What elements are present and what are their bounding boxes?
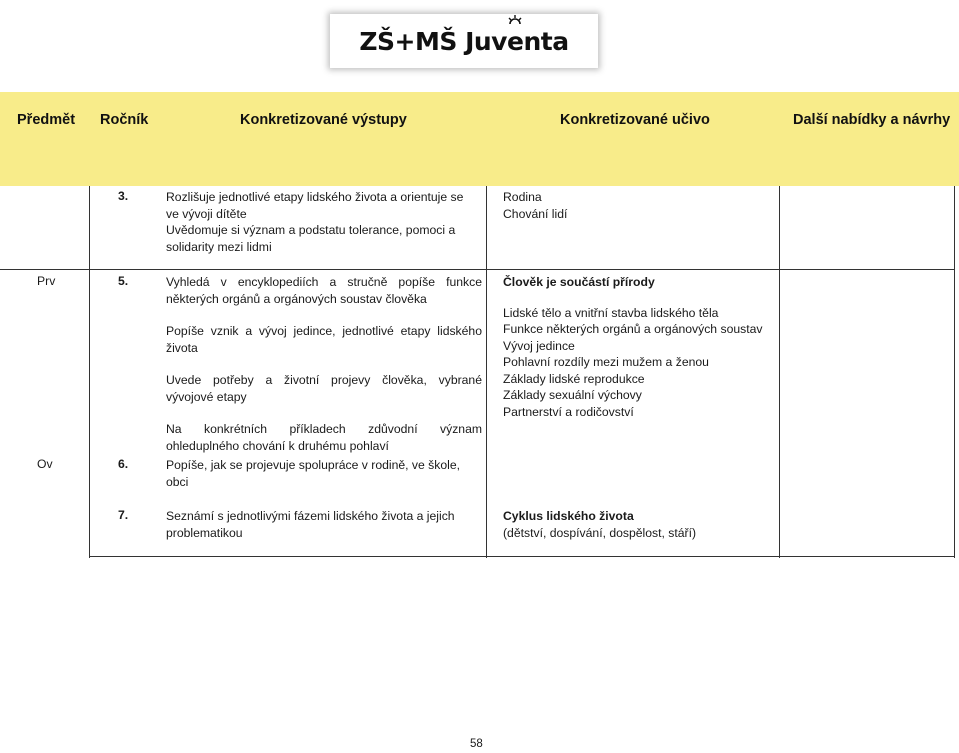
topic-heading: Člověk je součástí přírody (503, 275, 655, 289)
topic-line: Partnerství a rodičovství (503, 404, 634, 419)
output-line: Uvědomuje si význam a podstatu tolerance, pomoci a (166, 223, 456, 237)
grade-number: 6. (118, 457, 129, 471)
header-outputs: Konkretizované výstupy (240, 112, 407, 128)
logo-wordmark (359, 27, 568, 56)
table-border (89, 186, 90, 558)
subject-label: Prv (37, 274, 56, 288)
output-paragraph: Na konkrétních příkladech zdůvodní význam ohleduplného chování k druhému pohlaví (166, 422, 482, 453)
topic-line: Rodina (503, 190, 542, 204)
outputs-cell (166, 274, 482, 454)
curriculum-cell (503, 189, 775, 222)
output-line: solidarity mezi lidmi (166, 239, 272, 254)
table-border (486, 186, 487, 558)
output-line: Rozlišuje jednotlivé etapy lidského života a orientuje se (166, 190, 464, 204)
topic-line: Vývoj jedince (503, 338, 575, 353)
table-border (779, 186, 780, 558)
table-header-band (0, 92, 959, 186)
header-other-offers: Další nabídky a návrhy (793, 112, 951, 128)
header-grade: Ročník (100, 112, 149, 128)
grade-number: 3. (118, 189, 129, 203)
logo-sun-letter: e (507, 27, 523, 56)
school-logo (330, 14, 598, 68)
topic-heading: Cyklus lidského života (503, 509, 634, 523)
outputs-cell (166, 457, 482, 490)
outputs-cell (166, 189, 482, 255)
outputs-cell (166, 508, 482, 541)
output-line: problematikou (166, 525, 243, 540)
output-line: Seznámí s jednotlivými fázemi lidského života a jejich (166, 509, 455, 523)
table-border (0, 269, 955, 270)
topic-line: Základy lidské reprodukce (503, 371, 645, 386)
output-paragraph: Vyhledá v encyklopediích a stručně popíše funkce některých orgánů a orgánových soustav člověka (166, 275, 482, 306)
grade-number: 5. (118, 274, 129, 288)
topic-line: Základy sexuální výchovy (503, 388, 642, 402)
topic-line: Lidské tělo a vnitřní stavba lidského těla (503, 305, 719, 320)
output-line: Popíše, jak se projevuje spolupráce v rodině, ve škole, (166, 458, 461, 472)
table-border (954, 186, 955, 558)
output-paragraph: Uvede potřeby a životní projevy člověka, vybrané vývojové etapy (166, 373, 482, 404)
sun-icon (508, 15, 522, 25)
table-border (89, 556, 955, 557)
topic-line: (dětství, dospívání, dospělost, stáří) (503, 525, 697, 540)
logo-text-part: ZŠ+MŠ Juv (359, 26, 507, 56)
curriculum-cell (503, 508, 775, 541)
header-subject: Předmět (17, 112, 76, 128)
output-line: obci (166, 474, 189, 489)
topic-line: Funkce některých orgánů a orgánových soustav (503, 322, 763, 336)
page-number: 58 (470, 738, 483, 750)
topic-line: Pohlavní rozdíly mezi mužem a ženou (503, 355, 709, 369)
curriculum-cell (503, 274, 775, 420)
output-line: ve vývoji dítěte (166, 206, 247, 221)
output-paragraph: Popíše vznik a vývoj jedince, jednotlivé etapy lidského života (166, 324, 482, 355)
header-curriculum: Konkretizované učivo (560, 112, 710, 128)
topic-line: Chování lidí (503, 206, 568, 221)
grade-number: 7. (118, 508, 129, 522)
subject-label: Ov (37, 457, 53, 471)
logo-text-part: nta (523, 26, 569, 56)
